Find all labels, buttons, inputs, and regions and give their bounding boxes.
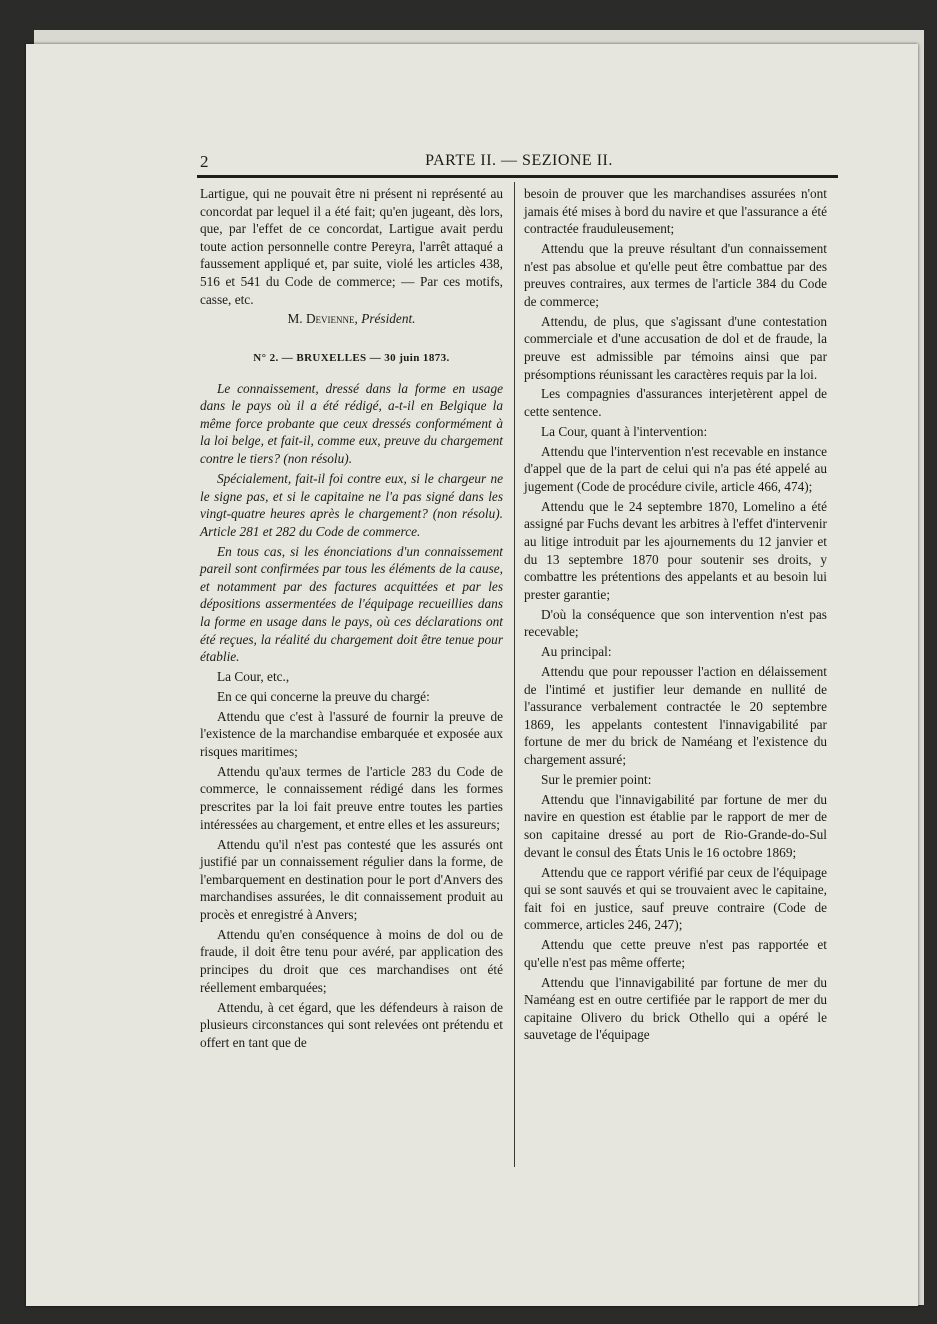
paragraph: Les compagnies d'assurances interjetèrent appel de cette sentence. (524, 386, 827, 420)
signature-name: M. Devienne, (287, 311, 358, 327)
case-summary (200, 380, 503, 666)
paragraph: La Cour, quant à l'intervention: (541, 423, 708, 439)
paragraph: Attendu que ce rapport vérifié par ceux de l'équipage qui se sont sauvés et qui se trouvaient avec le capitaine, fait foi en justice, sauf preuve contraire (Code de commerce, articles 246, 247); (524, 864, 827, 933)
summary-paragraph: Spécialement, fait-il foi contre eux, si le chargeur ne le signe pas, et si le capitaine ne l'a pas signé dans les vingt-quatre heures après le chargement? (non résolu). Article 281 et 282 du Code de commerce. (200, 470, 503, 539)
page-number: 2 (200, 152, 209, 171)
paragraph: besoin de prouver que les marchandises assurées n'ont jamais été mises à bord du navire et que l'assurance a été contractée frauduleusement; (524, 186, 827, 237)
case-heading: N° 2. — BRUXELLES — 30 juin 1873. (253, 352, 450, 365)
paragraph: D'où la conséquence que son intervention n'est pas recevable; (524, 606, 827, 640)
paragraph: La Cour, etc., (217, 669, 290, 685)
signature (200, 310, 503, 328)
summary-paragraph: Le connaissement, dressé dans la forme en usage dans le pays où il a été rédigé, a-t-il en Belgique la même force probante que ceux dressés conformément à la loi belge, et fait-il, comme eux, preuve du chargement contre le tiers? (non résolu). (200, 380, 503, 467)
paragraph: Attendu que c'est à l'assuré de fournir la preuve de l'existence de la marchandise embarquée et exposée aux risques maritimes; (200, 708, 503, 759)
paragraph: Attendu que l'innavigabilité par fortune de mer du navire en question est établie par le rapport de mer de son capitaine dressé au port de Rio-Grande-do-Sul devant le consul des États Unis le 16 octobre 1869; (524, 791, 827, 860)
page-header (200, 152, 838, 176)
paragraph: Attendu, de plus, que s'agissant d'une contestation commerciale et d'une accusation de dol et de fraude, la preuve est admissible par témoins ainsi que par présomptions réunissant les caractères requis par la loi. (524, 313, 827, 382)
paragraph: Attendu qu'aux termes de l'article 283 du Code de commerce, le connaissement rédigé dans les formes prescrites par la loi fait preuve entre toutes les parties intéressées au chargement, et entre elles et les assureurs; (200, 763, 503, 832)
running-title: PARTE II. — SEZIONE II. (425, 152, 613, 169)
paragraph: En ce qui concerne la preuve du chargé: (217, 688, 430, 704)
paragraph: Attendu qu'il n'est pas contesté que les assurés ont justifié par un connaissement régulier dans la forme, de l'embarquement en destination pour le port d'Anvers des marchandises assurées, le dit connaissement produit au procès et enregistré à Anvers; (200, 836, 503, 922)
paragraph: Attendu que pour repousser l'action en délaissement de l'intimé et justifier leur demande en nullité de l'assurance verbalement contractée le 20 septembre 1869, les appelants contestent l'innavigabilité par fortune de mer du brick de Naméang et l'existence du chargement assuré; (524, 664, 827, 768)
paragraph: Attendu que la preuve résultant d'un connaissement n'est pas absolue et qu'elle peut être combattue par des preuves contraires, aux termes de l'article 384 du Code de commerce; (524, 241, 827, 309)
header-rule (197, 175, 838, 178)
paragraph: Au principal: (541, 644, 612, 660)
paragraph: Attendu que l'innavigabilité par fortune de mer du Naméang est en outre certifiée par le rapport de mer du capitaine Olivero du brick Othello qui a opéré le sauvetage de l'équipage (524, 974, 827, 1043)
paragraph: Attendu que cette preuve n'est pas rapportée et qu'elle n'est pas même offerte; (524, 937, 827, 970)
paragraph: Sur le premier point: (541, 771, 652, 787)
paragraph: Attendu, à cet égard, que les défendeurs à raison de plusieurs circonstances qui sont relevées ont prétendu et offert en tant que de (200, 999, 503, 1050)
column-divider (514, 182, 515, 1167)
paragraph: Lartigue, qui ne pouvait être ni présent ni représenté au concordat par lequel il a été fait; qu'en jugeant, dès lors, que, par l'effet de ce concordat, Lartigue avait perdu toute action personnelle contre Pereyra, l'arrêt attaqué a faussement appliqué et, par suite, violé les articles 438, 516 et 541 du Code de commerce; — Par ces motifs, casse, etc. (200, 186, 503, 307)
left-column (200, 185, 503, 1054)
paragraph: Attendu que l'intervention n'est recevable en instance d'appel que de la part de celui qui n'a pas été appelé au jugement (Code de procédure civile, article 466, 474); (524, 443, 827, 494)
paragraph: Attendu qu'en conséquence à moins de dol ou de fraude, il doit être tenu pour avéré, par application des principes du droit que ces marchandises ont été réellement embarquées; (200, 926, 503, 995)
paragraph: Attendu que le 24 septembre 1870, Lomelino a été assigné par Fuchs devant les arbitres à l'effet d'intervenir au litige introduit par les ajournements du 12 janvier et du 13 septembre 1870 pour soutenir ses droits, y combattre les prétentions des appelants et au besoin lui prester garantie; (524, 498, 827, 602)
signature-title: Président. (361, 311, 416, 327)
right-column (524, 185, 827, 1046)
summary-paragraph: En tous cas, si les énonciations d'un connaissement pareil sont confirmées par tous les éléments de la cause, et notamment par des factures acquittées et par les dépositions assermentées de l'équipage recueillies dans la forme en usage dans le pays, où ces déclarations ont été reçues, la réalité du chargement doit être tenue pour établie. (200, 543, 503, 665)
